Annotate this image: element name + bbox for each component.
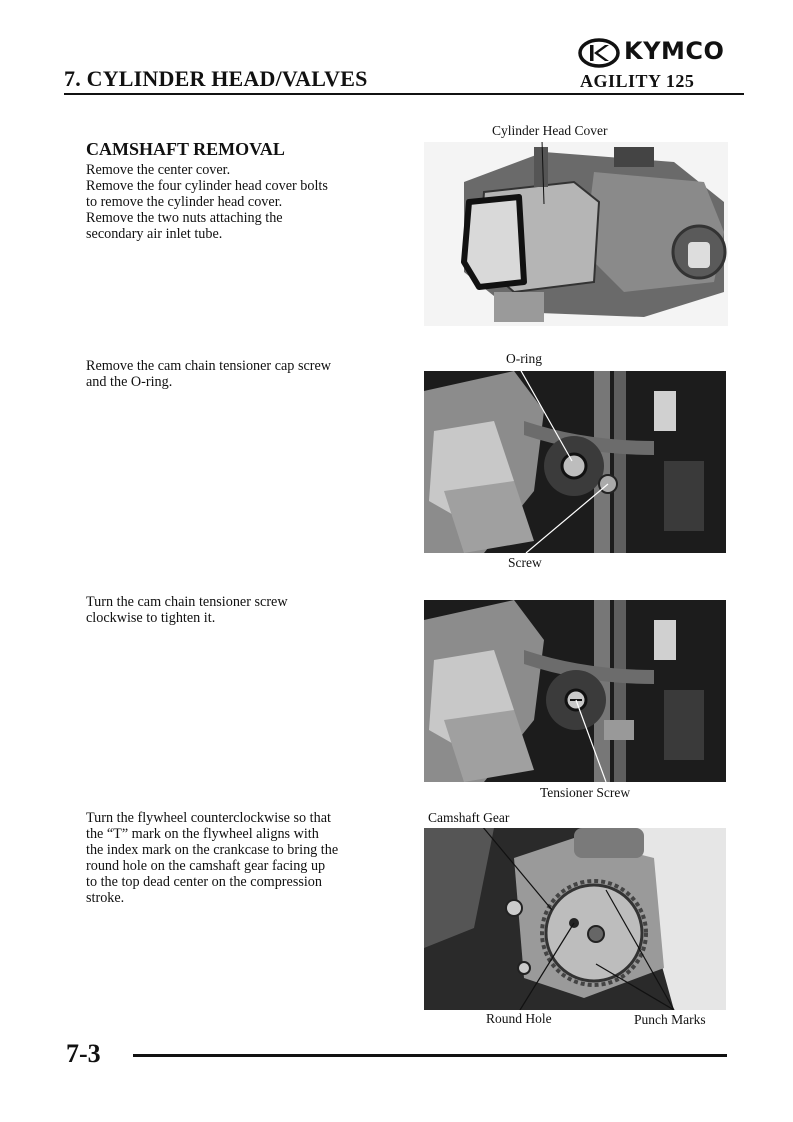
text-line: Remove the cam chain tensioner cap screw	[86, 358, 332, 374]
text-line: Remove the center cover.	[86, 162, 231, 178]
figure-label-tensioner-screw: Tensioner Screw	[540, 785, 631, 800]
photo-camshaft-gear	[424, 828, 726, 1010]
text-line: the index mark on the crankcase to bring the	[86, 842, 339, 858]
text-line: Remove the two nuts attaching the	[86, 210, 283, 226]
step-2-text	[86, 358, 386, 390]
footer-divider	[133, 1054, 727, 1057]
brand-name: KYMCO	[624, 37, 725, 65]
figure-label-round-hole: Round Hole	[486, 1011, 552, 1026]
figure-label-cylinder-head-cover: Cylinder Head Cover	[492, 123, 608, 138]
text-line: stroke.	[86, 890, 125, 906]
text-line: Remove the four cylinder head cover bolts	[86, 178, 328, 194]
chapter-title: 7. CYLINDER HEAD/VALVES	[64, 66, 368, 91]
text-line: to the top dead center on the compression	[86, 874, 322, 890]
step-4-text	[86, 810, 386, 906]
text-line: and the O-ring.	[86, 374, 173, 390]
kymco-emblem-icon	[578, 38, 620, 68]
step-1-text	[86, 162, 386, 242]
figure-label-punch-marks: Punch Marks	[634, 1012, 706, 1027]
text-line: Turn the flywheel counterclockwise so that	[86, 810, 331, 826]
header-divider	[64, 93, 744, 95]
brand-logo	[578, 38, 748, 68]
text-line: clockwise to tighten it.	[86, 610, 216, 626]
text-line: to remove the cylinder head cover.	[86, 194, 283, 210]
text-line: round hole on the camshaft gear facing up	[86, 858, 326, 874]
text-line: Turn the cam chain tensioner screw	[86, 594, 288, 610]
figure-label-o-ring: O-ring	[506, 351, 542, 366]
section-heading: CAMSHAFT REMOVAL	[86, 139, 285, 159]
step-3-text	[86, 594, 386, 626]
photo-tensioner-screw	[424, 600, 726, 782]
text-line: secondary air inlet tube.	[86, 226, 223, 242]
model-name: AGILITY 125	[580, 71, 695, 91]
text-line: the “T” mark on the flywheel aligns with	[86, 826, 319, 842]
photo-cylinder-head-cover	[424, 142, 728, 326]
page-number: 7-3	[66, 1039, 101, 1068]
photo-tensioner-cap-screw	[424, 371, 726, 553]
figure-label-screw: Screw	[508, 555, 542, 570]
figure-label-camshaft-gear: Camshaft Gear	[428, 810, 510, 825]
